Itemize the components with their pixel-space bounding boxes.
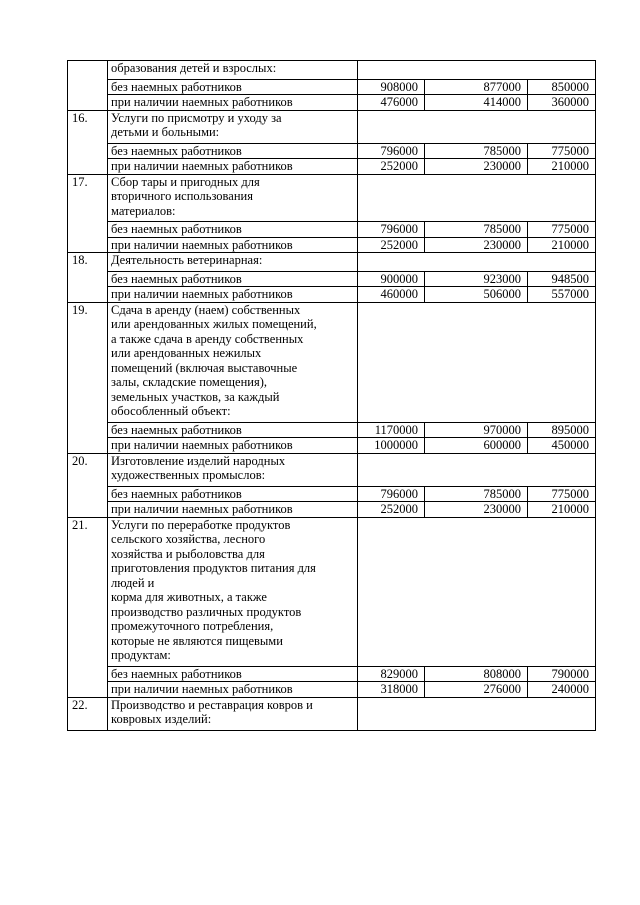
- value-row: [68, 79, 596, 95]
- amount-cell: 785000: [425, 222, 528, 238]
- value-row-label: без наемных работников: [108, 79, 358, 95]
- value-row-label: без наемных работников: [108, 486, 358, 502]
- amount-cell: 785000: [425, 143, 528, 159]
- activity-title-line: сельского хозяйства, лесного: [111, 532, 266, 546]
- activity-title-line: образования детей и взрослых:: [111, 61, 277, 75]
- amount-cell: 1170000: [358, 422, 425, 438]
- value-row: [68, 237, 596, 253]
- amount-cell: 775000: [528, 222, 596, 238]
- table-row: [68, 253, 596, 272]
- empty-values-cell: [358, 697, 596, 730]
- amount-cell: 775000: [528, 143, 596, 159]
- amount-cell: 240000: [528, 682, 596, 698]
- activity-title-line: Сдача в аренду (наем) собственных: [111, 302, 301, 317]
- empty-values-cell: [358, 517, 596, 666]
- value-row: [68, 95, 596, 111]
- value-row-label: при наличии наемных работников: [108, 95, 358, 111]
- activity-title-line: Деятельность ветеринарная:: [111, 253, 263, 267]
- amount-cell: 414000: [425, 95, 528, 111]
- value-row: [68, 422, 596, 438]
- activity-title: [108, 174, 358, 222]
- empty-values-cell: [358, 453, 596, 486]
- amount-cell: 230000: [425, 237, 528, 253]
- activity-title-line: помещений (включая выставочные: [111, 360, 298, 375]
- activity-title-line: приготовления продуктов питания для: [111, 561, 316, 575]
- activity-title-line: обособленный объект:: [111, 404, 231, 418]
- value-row-label: при наличии наемных работников: [108, 287, 358, 303]
- row-number: 22.: [68, 697, 108, 730]
- value-row: [68, 502, 596, 518]
- value-row-label: при наличии наемных работников: [108, 502, 358, 518]
- table-row: [68, 61, 596, 80]
- amount-cell: 908000: [358, 79, 425, 95]
- value-row: [68, 271, 596, 287]
- activity-title-line: корма для животных, а также: [111, 590, 267, 604]
- activity-title-line: ковровых изделий:: [111, 712, 212, 726]
- activity-title: [108, 453, 358, 486]
- amount-cell: 796000: [358, 143, 425, 159]
- amount-cell: 808000: [425, 666, 528, 682]
- amount-cell: 318000: [358, 682, 425, 698]
- amount-cell: 970000: [425, 422, 528, 438]
- empty-values-cell: [358, 174, 596, 222]
- row-number: 18.: [68, 253, 108, 303]
- value-row-label: без наемных работников: [108, 271, 358, 287]
- amount-cell: 210000: [528, 159, 596, 175]
- activity-title: [108, 517, 358, 666]
- activity-title-line: материалов:: [111, 203, 176, 218]
- amount-cell: 895000: [528, 422, 596, 438]
- amount-cell: 252000: [358, 502, 425, 518]
- activity-title-line: детьми и больными:: [111, 125, 220, 139]
- activity-title-line: которые не являются пищевыми: [111, 633, 283, 648]
- row-number: 16.: [68, 110, 108, 174]
- amount-cell: 252000: [358, 159, 425, 175]
- empty-values-cell: [358, 253, 596, 272]
- amount-cell: 829000: [358, 666, 425, 682]
- activity-title-line: Изготовление изделий народных: [111, 453, 286, 468]
- amount-cell: 796000: [358, 486, 425, 502]
- value-row: [68, 682, 596, 698]
- amount-cell: 557000: [528, 287, 596, 303]
- value-row-label: при наличии наемных работников: [108, 682, 358, 698]
- table-row: [68, 174, 596, 222]
- document-page: [67, 60, 595, 731]
- row-number: 19.: [68, 302, 108, 453]
- row-number: 20.: [68, 453, 108, 517]
- value-row: [68, 143, 596, 159]
- activity-title-line: продуктам:: [111, 648, 171, 662]
- activity-title: [108, 110, 358, 143]
- amount-cell: 476000: [358, 95, 425, 111]
- table-body: [68, 61, 596, 731]
- value-row-label: без наемных работников: [108, 666, 358, 682]
- activity-title-line: художественных промыслов:: [111, 468, 266, 482]
- value-row-label: при наличии наемных работников: [108, 438, 358, 454]
- value-row: [68, 222, 596, 238]
- value-row-label: при наличии наемных работников: [108, 237, 358, 253]
- empty-values-cell: [358, 110, 596, 143]
- row-number: [68, 61, 108, 111]
- activity-title: [108, 253, 358, 272]
- amount-cell: 796000: [358, 222, 425, 238]
- amount-cell: 790000: [528, 666, 596, 682]
- amount-cell: 923000: [425, 271, 528, 287]
- amount-cell: 600000: [425, 438, 528, 454]
- amount-cell: 877000: [425, 79, 528, 95]
- amount-cell: 850000: [528, 79, 596, 95]
- amount-cell: 252000: [358, 237, 425, 253]
- activity-title: [108, 697, 358, 730]
- amount-cell: 775000: [528, 486, 596, 502]
- activity-title-line: Производство и реставрация ковров и: [111, 697, 313, 712]
- value-row: [68, 666, 596, 682]
- row-number: 17.: [68, 174, 108, 253]
- table-row: [68, 453, 596, 486]
- activity-title-line: хозяйства и рыболовства для: [111, 546, 265, 561]
- activity-title-line: земельных участков, за каждый: [111, 389, 280, 404]
- activity-title-line: вторичного использования: [111, 189, 253, 203]
- activity-title-line: Услуги по присмотру и уходу за: [111, 110, 282, 125]
- amount-cell: 210000: [528, 237, 596, 253]
- activity-title-line: или арендованных жилых помещений,: [111, 317, 317, 331]
- value-row: [68, 287, 596, 303]
- row-number: 21.: [68, 517, 108, 697]
- table-row: [68, 517, 596, 666]
- value-row-label: при наличии наемных работников: [108, 159, 358, 175]
- amount-cell: 506000: [425, 287, 528, 303]
- amount-cell: 360000: [528, 95, 596, 111]
- activity-title-line: или арендованных нежилых: [111, 346, 262, 360]
- activity-title-line: Услуги по переработке продуктов: [111, 517, 291, 532]
- value-row-label: без наемных работников: [108, 422, 358, 438]
- activity-title-line: Сбор тары и пригодных для: [111, 174, 260, 189]
- amount-cell: 450000: [528, 438, 596, 454]
- activity-title-line: а также сдача в аренду собственных: [111, 331, 304, 346]
- activity-title-line: людей и: [111, 575, 155, 590]
- value-row-label: без наемных работников: [108, 143, 358, 159]
- amount-cell: 900000: [358, 271, 425, 287]
- empty-values-cell: [358, 61, 596, 80]
- value-row: [68, 159, 596, 175]
- empty-values-cell: [358, 302, 596, 422]
- activity-title: [108, 302, 358, 422]
- amount-cell: 276000: [425, 682, 528, 698]
- amount-cell: 460000: [358, 287, 425, 303]
- table-row: [68, 110, 596, 143]
- activity-title: [108, 61, 358, 80]
- amount-cell: 948500: [528, 271, 596, 287]
- tax-table: [67, 60, 596, 731]
- table-row: [68, 302, 596, 422]
- value-row: [68, 438, 596, 454]
- table-row: [68, 697, 596, 730]
- value-row: [68, 486, 596, 502]
- amount-cell: 230000: [425, 502, 528, 518]
- activity-title-line: промежуточного потребления,: [111, 619, 274, 633]
- amount-cell: 230000: [425, 159, 528, 175]
- value-row-label: без наемных работников: [108, 222, 358, 238]
- activity-title-line: производство различных продуктов: [111, 604, 302, 619]
- amount-cell: 785000: [425, 486, 528, 502]
- amount-cell: 1000000: [358, 438, 425, 454]
- amount-cell: 210000: [528, 502, 596, 518]
- activity-title-line: залы, складские помещения),: [111, 375, 267, 389]
